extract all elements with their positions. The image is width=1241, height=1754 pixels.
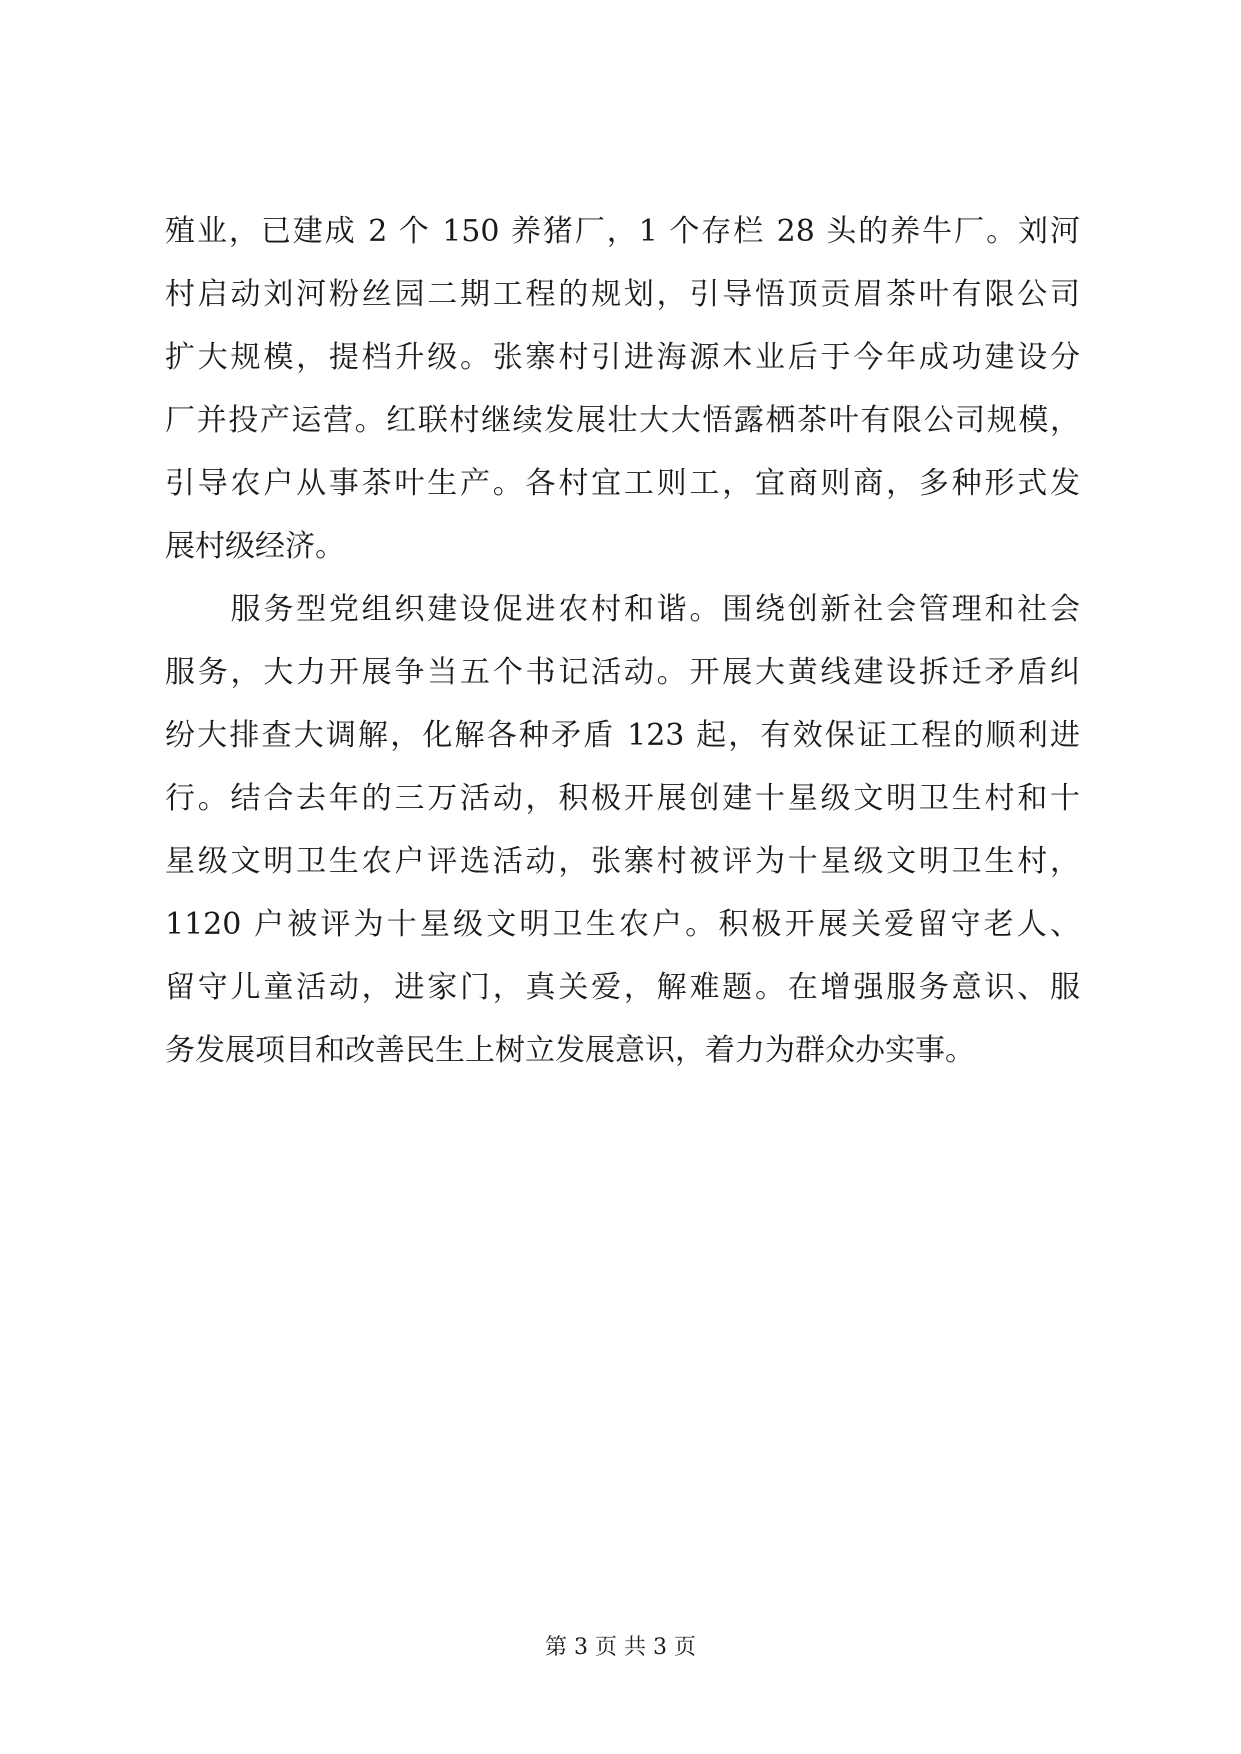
text-line: 务发展项目和改善民生上树立发展意识，着力为群众办实事。 (165, 1033, 975, 1068)
text-line: 纷大排查大调解，化解各种矛盾 123 起，有效保证工程的顺利进 (165, 718, 1080, 753)
text-line: 展村级经济。 (165, 529, 345, 564)
document-body (165, 200, 1080, 1082)
text-line: 村启动刘河粉丝园二期工程的规划，引导悟顶贡眉茶叶有限公司 (165, 277, 1080, 312)
text-line: 殖业，已建成 2 个 150 养猪厂，1 个存栏 28 头的养牛厂。刘河 (165, 214, 1080, 249)
text-line: 服务，大力开展争当五个书记活动。开展大黄线建设拆迁矛盾纠 (165, 655, 1080, 690)
text-line: 星级文明卫生农户评选活动，张寨村被评为十星级文明卫生村， (165, 844, 1080, 879)
text-line: 引导农户从事茶叶生产。各村宜工则工，宜商则商，多种形式发 (165, 466, 1080, 501)
text-line: 行。结合去年的三万活动，积极开展创建十星级文明卫生村和十 (165, 781, 1080, 816)
text-line: 服务型党组织建设促进农村和谐。围绕创新社会管理和社会 (165, 592, 1080, 627)
paragraph (165, 578, 1080, 1082)
page-footer: 第 3 页 共 3 页 (545, 1635, 696, 1660)
text-line: 厂并投产运营。红联村继续发展壮大大悟露栖茶叶有限公司规模， (165, 403, 1080, 438)
paragraph (165, 200, 1080, 578)
text-line: 1120 户被评为十星级文明卫生农户。积极开展关爱留守老人、 (165, 907, 1080, 942)
text-line: 扩大规模，提档升级。张寨村引进海源木业后于今年成功建设分 (165, 340, 1080, 375)
text-line: 留守儿童活动，进家门，真关爱，解难题。在增强服务意识、服 (165, 970, 1080, 1005)
